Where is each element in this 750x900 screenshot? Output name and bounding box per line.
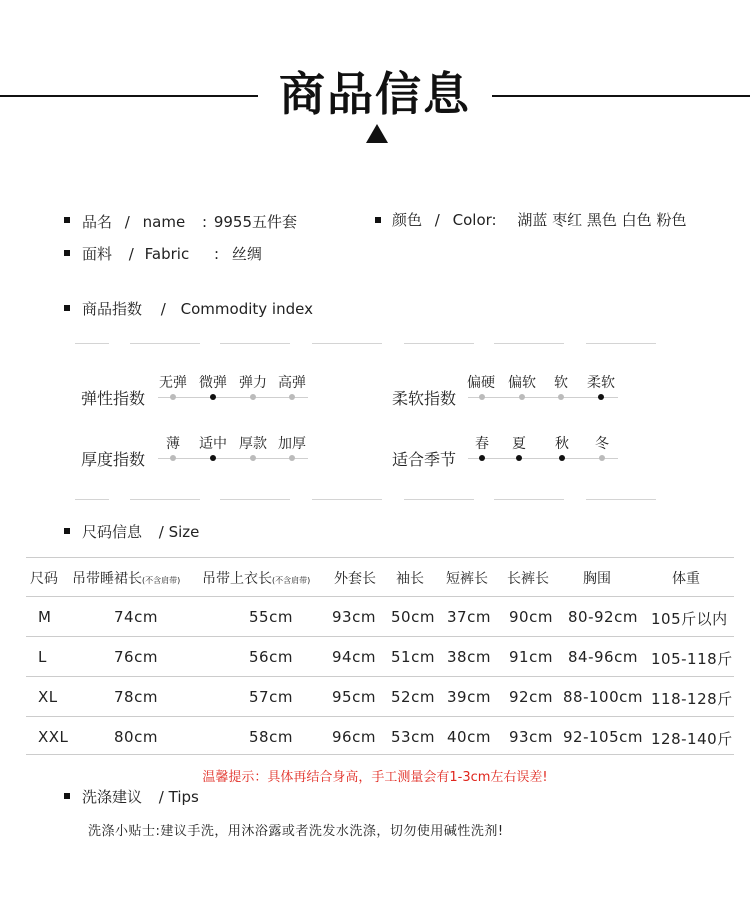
fabric-en-label: Fabric bbox=[144, 245, 190, 263]
cell-sleeve: 53cm bbox=[391, 728, 435, 746]
index-track bbox=[158, 397, 308, 398]
divider-dash bbox=[586, 499, 656, 500]
colon: : bbox=[213, 245, 220, 263]
divider-dash bbox=[75, 343, 109, 344]
cell-weight: 118-128斤 bbox=[651, 690, 733, 708]
cell-top: 58cm bbox=[249, 728, 293, 746]
product-name-row bbox=[82, 211, 297, 232]
cell-coat: 96cm bbox=[332, 728, 376, 746]
cell-chest: 92-105cm bbox=[563, 728, 643, 746]
cell-chest: 88-100cm bbox=[563, 688, 643, 706]
index-dot bbox=[210, 394, 216, 400]
cell-size: M bbox=[38, 608, 52, 626]
cell-sleeve: 51cm bbox=[391, 648, 435, 666]
cell-size: L bbox=[38, 648, 47, 666]
cell-size: XXL bbox=[38, 728, 69, 746]
cell-top: 57cm bbox=[249, 688, 293, 706]
index-dot bbox=[479, 455, 485, 461]
fabric-row bbox=[82, 243, 262, 264]
divider-dash bbox=[312, 343, 382, 344]
divider-dash bbox=[312, 499, 382, 500]
softness-index-label: 柔软指数 bbox=[392, 389, 457, 408]
cell-chest: 80-92cm bbox=[568, 608, 638, 626]
index-dot bbox=[516, 455, 522, 461]
sep: / bbox=[160, 300, 166, 318]
divider-dash bbox=[130, 499, 200, 500]
col-header-dress-text: 吊带睡裙长 bbox=[72, 571, 142, 587]
cell-sleeve: 52cm bbox=[391, 688, 435, 706]
name-value: 9955五件套 bbox=[213, 213, 297, 231]
fabric-label: 面料 bbox=[82, 245, 113, 263]
cell-pants: 93cm bbox=[509, 728, 553, 746]
fabric-value: 丝绸 bbox=[231, 245, 262, 263]
index-option: 软 bbox=[554, 375, 568, 391]
index-dot bbox=[170, 455, 176, 461]
commodity-en-label: Commodity index bbox=[180, 300, 313, 318]
index-track bbox=[468, 397, 618, 398]
col-header-coat: 外套长 bbox=[334, 571, 376, 587]
cell-weight: 128-140斤 bbox=[651, 730, 733, 748]
cell-coat: 94cm bbox=[332, 648, 376, 666]
wash-heading bbox=[82, 786, 199, 807]
cell-shorts: 37cm bbox=[447, 608, 491, 626]
bullet-icon bbox=[375, 217, 381, 223]
cell-shorts: 39cm bbox=[447, 688, 491, 706]
elasticity-index-label: 弹性指数 bbox=[81, 389, 146, 408]
cell-pants: 91cm bbox=[509, 648, 553, 666]
index-option: 偏软 bbox=[508, 375, 536, 391]
cell-dress: 74cm bbox=[114, 608, 158, 626]
index-option: 冬 bbox=[595, 436, 609, 452]
index-track bbox=[468, 458, 618, 459]
col-header-shorts: 短裤长 bbox=[446, 571, 488, 587]
col-header-top bbox=[202, 568, 310, 588]
page-title: 商品信息 bbox=[279, 67, 471, 121]
col-header-size: 尺码 bbox=[30, 571, 58, 587]
size-en-label: / Size bbox=[158, 523, 200, 541]
col-header-sleeve: 袖长 bbox=[396, 571, 424, 587]
divider-dash bbox=[586, 343, 656, 344]
wash-label: 洗涤建议 bbox=[82, 788, 143, 806]
col-header-dress-note: (不含肩带) bbox=[142, 576, 181, 585]
table-rule bbox=[26, 557, 734, 558]
bullet-icon bbox=[64, 250, 70, 256]
col-header-top-text: 吊带上衣长 bbox=[202, 571, 272, 587]
index-dot bbox=[599, 455, 605, 461]
cell-dress: 80cm bbox=[114, 728, 158, 746]
color-en-label: Color: bbox=[452, 211, 497, 229]
cell-shorts: 40cm bbox=[447, 728, 491, 746]
wash-tips-text: 洗涤小贴士:建议手洗，用沐浴露或者洗发水洗涤，切勿使用碱性洗剂! bbox=[88, 824, 504, 839]
sep: / bbox=[434, 211, 440, 229]
divider-dash bbox=[220, 499, 290, 500]
name-en-label: name bbox=[142, 213, 186, 231]
col-header-top-note: (不含肩带) bbox=[272, 576, 311, 585]
table-rule bbox=[26, 716, 734, 717]
index-option: 适中 bbox=[199, 436, 227, 452]
bullet-icon bbox=[64, 528, 70, 534]
cell-shorts: 38cm bbox=[447, 648, 491, 666]
col-header-chest: 胸围 bbox=[583, 571, 611, 587]
index-dot bbox=[558, 394, 564, 400]
commodity-index-heading bbox=[82, 298, 313, 319]
index-option: 秋 bbox=[555, 436, 569, 452]
cell-size: XL bbox=[38, 688, 58, 706]
color-row bbox=[392, 209, 686, 230]
index-dot bbox=[559, 455, 565, 461]
index-dot bbox=[210, 455, 216, 461]
col-header-weight: 体重 bbox=[672, 571, 700, 587]
index-option: 薄 bbox=[166, 436, 180, 452]
color-value: 湖蓝 枣红 黑色 白色 粉色 bbox=[517, 211, 687, 229]
cell-weight: 105-118斤 bbox=[651, 650, 733, 668]
index-dot bbox=[250, 455, 256, 461]
divider-dash bbox=[404, 343, 474, 344]
index-option: 高弹 bbox=[278, 375, 306, 391]
triangle-up-icon bbox=[366, 124, 388, 143]
table-rule bbox=[26, 596, 734, 597]
cell-top: 56cm bbox=[249, 648, 293, 666]
thickness-index-label: 厚度指数 bbox=[81, 450, 146, 469]
bullet-icon bbox=[64, 793, 70, 799]
size-info-heading bbox=[82, 521, 199, 542]
commodity-label: 商品指数 bbox=[82, 300, 143, 318]
col-header-dress bbox=[72, 568, 180, 588]
measurement-warning: 温馨提示：具体再结合身高，手工测量会有1-3cm左右误差! bbox=[202, 770, 548, 785]
cell-coat: 95cm bbox=[332, 688, 376, 706]
index-track bbox=[158, 458, 308, 459]
color-label: 颜色 bbox=[392, 211, 423, 229]
index-option: 加厚 bbox=[278, 436, 306, 452]
cell-top: 55cm bbox=[249, 608, 293, 626]
table-rule bbox=[26, 676, 734, 677]
index-option: 厚款 bbox=[239, 436, 267, 452]
cell-chest: 84-96cm bbox=[568, 648, 638, 666]
cell-coat: 93cm bbox=[332, 608, 376, 626]
index-option: 偏硬 bbox=[467, 375, 495, 391]
divider-dash bbox=[75, 499, 109, 500]
divider-dash bbox=[220, 343, 290, 344]
table-rule bbox=[26, 636, 734, 637]
bullet-icon bbox=[64, 305, 70, 311]
index-dot bbox=[289, 394, 295, 400]
bullet-icon bbox=[64, 217, 70, 223]
divider-dash bbox=[404, 499, 474, 500]
sep: / bbox=[124, 213, 130, 231]
index-dot bbox=[170, 394, 176, 400]
index-option: 无弹 bbox=[159, 375, 187, 391]
sep: / bbox=[128, 245, 134, 263]
cell-dress: 76cm bbox=[114, 648, 158, 666]
index-option: 夏 bbox=[512, 436, 526, 452]
index-dot bbox=[479, 394, 485, 400]
cell-pants: 90cm bbox=[509, 608, 553, 626]
index-option: 春 bbox=[475, 436, 489, 452]
cell-sleeve: 50cm bbox=[391, 608, 435, 626]
cell-pants: 92cm bbox=[509, 688, 553, 706]
size-label: 尺码信息 bbox=[82, 523, 143, 541]
divider-dash bbox=[494, 343, 564, 344]
index-dot bbox=[289, 455, 295, 461]
divider-dash bbox=[494, 499, 564, 500]
index-dot bbox=[519, 394, 525, 400]
cell-weight: 105斤以内 bbox=[651, 610, 728, 628]
colon: : bbox=[201, 213, 208, 231]
index-dot bbox=[250, 394, 256, 400]
index-option: 弹力 bbox=[239, 375, 267, 391]
season-label: 适合季节 bbox=[392, 450, 457, 469]
table-rule bbox=[26, 754, 734, 755]
name-label: 品名 bbox=[82, 213, 113, 231]
wash-en-label: / Tips bbox=[158, 788, 199, 806]
divider-dash bbox=[130, 343, 200, 344]
cell-dress: 78cm bbox=[114, 688, 158, 706]
index-dot bbox=[598, 394, 604, 400]
index-option: 微弹 bbox=[199, 375, 227, 391]
index-option: 柔软 bbox=[587, 375, 615, 391]
col-header-pants: 长裤长 bbox=[507, 571, 549, 587]
